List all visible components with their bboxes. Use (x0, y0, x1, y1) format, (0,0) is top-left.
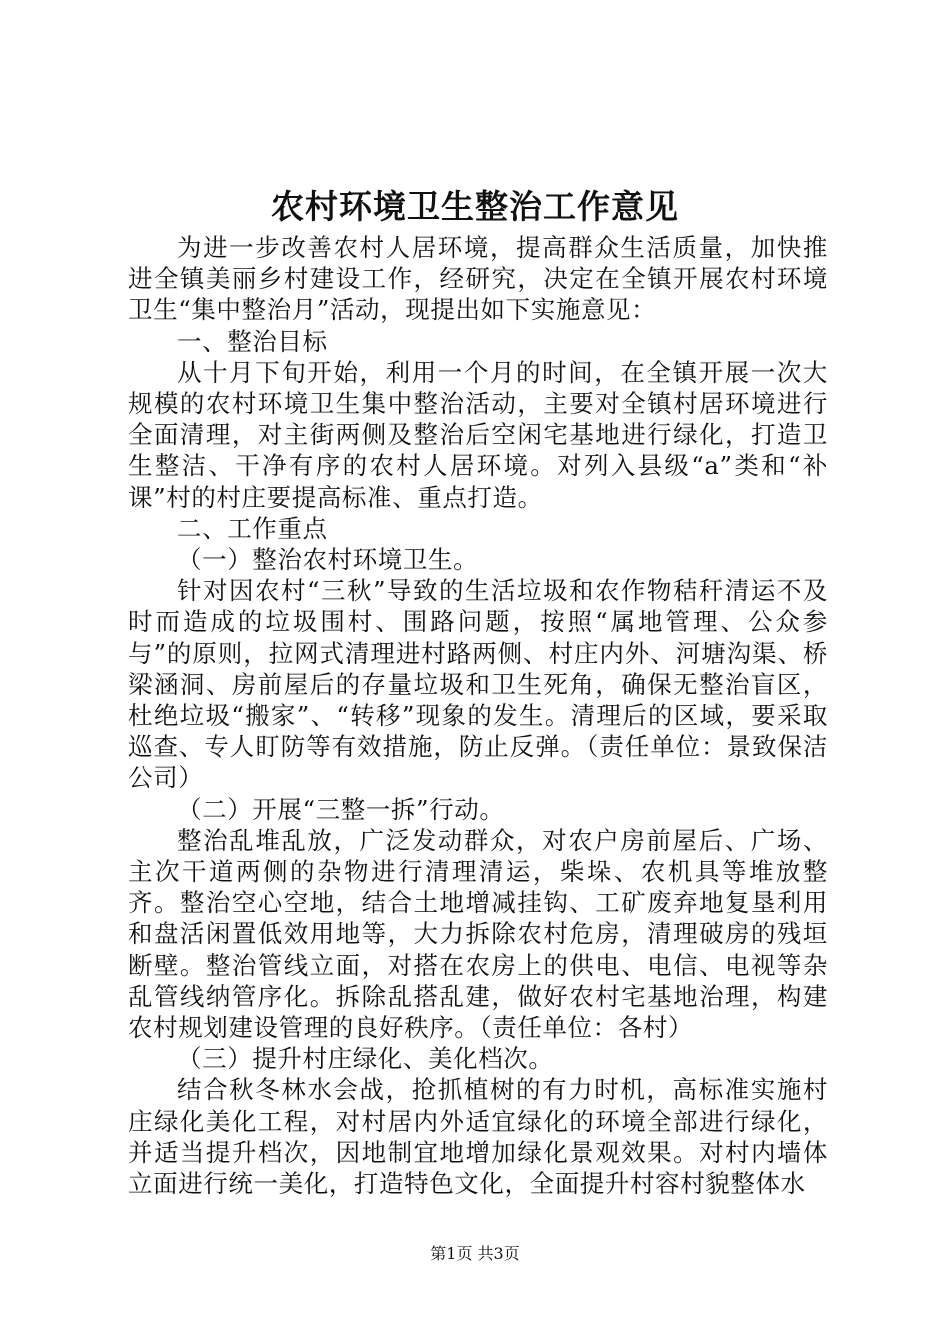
section-heading-goals: 一、整治目标 (177, 326, 328, 356)
greening-paragraph: 结合秋冬林水会战，抢抓植树的有力时机，高标准实施村庄绿化美化工程，对村居内外适宜绿化的环境全部进行绿化，并适当提升档次，因地制宜地增加绿化景观效果。对村内墙体立面进行统一美化，打造特色文化，全面提升村容村貌整体水 (128, 1075, 828, 1199)
document-body (128, 232, 828, 1199)
subheading-greening: （三）提升村庄绿化、美化档次。 (177, 1044, 554, 1074)
intro-paragraph: 为进一步改善农村人居环境，提高群众生活质量，加快推进全镇美丽乡村建设工作，经研究，决定在全镇开展农村环境卫生“集中整治月”活动，现提出如下实施意见： (128, 233, 828, 325)
subheading-sanitation: （一）整治农村环境卫生。 (177, 545, 479, 575)
section-heading-key-work: 二、工作重点 (177, 513, 328, 543)
rectify-paragraph: 整治乱堆乱放，广泛发动群众，对农户房前屋后、广场、主次干道两侧的杂物进行清理清运，柴垛、农机具等堆放整齐。整治空心空地，结合土地增减挂钩、工矿废弃地复垦利用和盘活闲置低效用地等，大力拆除农村危房，清理破房的残垣断壁。整治管线立面，对搭在农房上的供电、电信、电视等杂乱管线纳管序化。拆除乱搭乱建，做好农村宅基地治理，构建农村规划建设管理的良好秩序。（责任单位：各村） (128, 825, 828, 1043)
sanitation-paragraph: 针对因农村“三秋”导致的生活垃圾和农作物秸秆清运不及时而造成的垃圾围村、围路问题，按照“属地管理、公众参与”的原则，拉网式清理进村路两侧、村庄内外、河塘沟渠、桥梁涵洞、房前屋后的存量垃圾和卫生死角，确保无整治盲区，杜绝垃圾“搬家”、“转移”现象的发生。清理后的区域，要采取巡查、专人盯防等有效措施，防止反弹。（责任单位：景致保洁公司） (128, 576, 828, 793)
goals-paragraph: 从十月下旬开始，利用一个月的时间，在全镇开展一次大规模的农村环境卫生集中整治活动，主要对全镇村居环境进行全面清理，对主街两侧及整治后空闲宅基地进行绿化，打造卫生整洁、干净有序的农村人居环境。对列入县级“a”类和“补课”村的村庄要提高标准、重点打造。 (128, 357, 828, 512)
subheading-three-rectify-one-demolish: （二）开展“三整一拆”行动。 (177, 794, 505, 824)
document-title: 农村环境卫生整治工作意见 (271, 187, 679, 226)
page-number: 第1页 共3页 (430, 1244, 520, 1263)
